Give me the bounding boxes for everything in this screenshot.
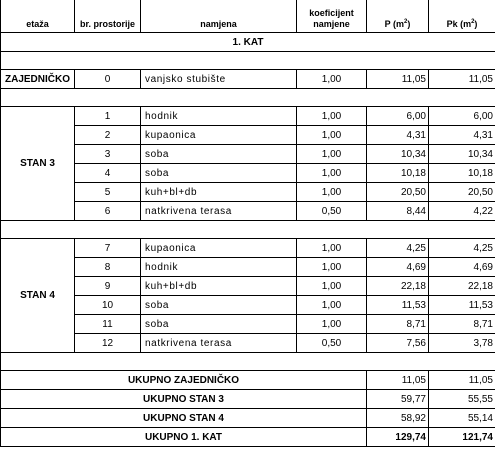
room-area-pk: 8,71 bbox=[429, 315, 495, 334]
room-area-p: 11,05 bbox=[367, 70, 429, 89]
room-purpose: hodnik bbox=[141, 107, 297, 126]
room-number: 2 bbox=[75, 126, 141, 145]
room-coefficient: 1,00 bbox=[297, 277, 367, 296]
room-purpose: natkrivena terasa bbox=[141, 334, 297, 353]
room-coefficient: 1,00 bbox=[297, 258, 367, 277]
spacer-row bbox=[1, 89, 495, 107]
room-number: 12 bbox=[75, 334, 141, 353]
room-area-pk: 4,25 bbox=[429, 239, 495, 258]
room-area-p: 10,18 bbox=[367, 164, 429, 183]
group-label-stan3: STAN 3 bbox=[1, 107, 75, 221]
header-row bbox=[1, 0, 495, 33]
total-row bbox=[1, 371, 495, 390]
header-etaza: etaža bbox=[1, 0, 75, 33]
stan4-body bbox=[1, 239, 495, 353]
table-row bbox=[1, 70, 495, 89]
total-row bbox=[1, 409, 495, 428]
room-purpose: vanjsko stubište bbox=[141, 70, 297, 89]
room-purpose: kupaonica bbox=[141, 239, 297, 258]
total-area-pk: 55,14 bbox=[429, 409, 495, 428]
table-row bbox=[1, 183, 495, 202]
room-purpose: soba bbox=[141, 145, 297, 164]
header-pk bbox=[429, 0, 495, 33]
room-area-pk: 6,00 bbox=[429, 107, 495, 126]
total-area-p: 129,74 bbox=[367, 428, 429, 447]
spacer-row bbox=[1, 52, 495, 70]
stan3-body bbox=[1, 107, 495, 221]
room-coefficient: 1,00 bbox=[297, 164, 367, 183]
table-row bbox=[1, 145, 495, 164]
total-label: UKUPNO ZAJEDNIČKO bbox=[1, 371, 367, 390]
totals-body bbox=[1, 371, 495, 447]
room-number: 7 bbox=[75, 239, 141, 258]
room-coefficient: 1,00 bbox=[297, 145, 367, 164]
room-number: 0 bbox=[75, 70, 141, 89]
room-area-p: 4,31 bbox=[367, 126, 429, 145]
header-p-exp: 2 bbox=[404, 19, 408, 25]
room-area-pk: 22,18 bbox=[429, 277, 495, 296]
room-coefficient: 0,50 bbox=[297, 202, 367, 221]
room-area-pk: 3,78 bbox=[429, 334, 495, 353]
room-area-p: 8,44 bbox=[367, 202, 429, 221]
total-area-pk: 121,74 bbox=[429, 428, 495, 447]
room-coefficient: 1,00 bbox=[297, 107, 367, 126]
room-area-p: 22,18 bbox=[367, 277, 429, 296]
total-area-pk: 11,05 bbox=[429, 371, 495, 390]
room-area-pk: 4,31 bbox=[429, 126, 495, 145]
room-area-pk: 4,69 bbox=[429, 258, 495, 277]
room-area-p: 4,69 bbox=[367, 258, 429, 277]
table-row bbox=[1, 277, 495, 296]
room-purpose: kuh+bl+db bbox=[141, 183, 297, 202]
room-number: 4 bbox=[75, 164, 141, 183]
room-purpose: soba bbox=[141, 164, 297, 183]
room-area-p: 7,56 bbox=[367, 334, 429, 353]
table-row bbox=[1, 239, 495, 258]
header-pk-label: Pk (m bbox=[446, 19, 472, 29]
room-number: 5 bbox=[75, 183, 141, 202]
table-row bbox=[1, 107, 495, 126]
room-purpose: soba bbox=[141, 315, 297, 334]
room-number: 1 bbox=[75, 107, 141, 126]
total-label: UKUPNO STAN 3 bbox=[1, 390, 367, 409]
room-purpose: natkrivena terasa bbox=[141, 202, 297, 221]
header-p-label: P (m bbox=[384, 19, 404, 29]
floor-title-row bbox=[1, 33, 495, 52]
floor-title: 1. KAT bbox=[1, 33, 495, 52]
room-coefficient: 1,00 bbox=[297, 315, 367, 334]
room-area-p: 6,00 bbox=[367, 107, 429, 126]
table-row bbox=[1, 126, 495, 145]
room-area-pk: 4,22 bbox=[429, 202, 495, 221]
spacer-row bbox=[1, 221, 495, 239]
total-label: UKUPNO STAN 4 bbox=[1, 409, 367, 428]
spacer-row bbox=[1, 353, 495, 371]
total-area-p: 11,05 bbox=[367, 371, 429, 390]
room-area-p: 11,53 bbox=[367, 296, 429, 315]
room-area-p: 8,71 bbox=[367, 315, 429, 334]
group-label-stan4: STAN 4 bbox=[1, 239, 75, 353]
room-coefficient: 1,00 bbox=[297, 239, 367, 258]
total-row bbox=[1, 390, 495, 409]
total-area-p: 58,92 bbox=[367, 409, 429, 428]
table-row bbox=[1, 296, 495, 315]
room-coefficient: 1,00 bbox=[297, 126, 367, 145]
header-pk-close: ) bbox=[474, 19, 478, 29]
room-area-pk: 10,34 bbox=[429, 145, 495, 164]
room-purpose: kuh+bl+db bbox=[141, 277, 297, 296]
room-number: 11 bbox=[75, 315, 141, 334]
room-area-p: 20,50 bbox=[367, 183, 429, 202]
table-row bbox=[1, 202, 495, 221]
room-area-pk: 11,53 bbox=[429, 296, 495, 315]
room-number: 10 bbox=[75, 296, 141, 315]
room-coefficient: 1,00 bbox=[297, 183, 367, 202]
header-p bbox=[367, 0, 429, 33]
room-coefficient: 0,50 bbox=[297, 334, 367, 353]
room-purpose: soba bbox=[141, 296, 297, 315]
room-purpose: kupaonica bbox=[141, 126, 297, 145]
total-area-p: 59,77 bbox=[367, 390, 429, 409]
header-pk-exp: 2 bbox=[471, 19, 475, 25]
total-label: UKUPNO 1. KAT bbox=[1, 428, 367, 447]
room-coefficient: 1,00 bbox=[297, 296, 367, 315]
total-area-pk: 55,55 bbox=[429, 390, 495, 409]
table-row bbox=[1, 164, 495, 183]
room-area-pk: 11,05 bbox=[429, 70, 495, 89]
room-coefficient: 1,00 bbox=[297, 70, 367, 89]
header-br-prostorije: br. prostorije bbox=[75, 0, 141, 33]
table-row bbox=[1, 258, 495, 277]
room-number: 6 bbox=[75, 202, 141, 221]
header-p-close: ) bbox=[407, 19, 411, 29]
room-number: 9 bbox=[75, 277, 141, 296]
room-area-pk: 20,50 bbox=[429, 183, 495, 202]
room-number: 8 bbox=[75, 258, 141, 277]
header-koeficijent: koeficijent namjene bbox=[297, 0, 367, 33]
room-area-p: 4,25 bbox=[367, 239, 429, 258]
room-purpose: hodnik bbox=[141, 258, 297, 277]
table-row bbox=[1, 315, 495, 334]
room-area-pk: 10,18 bbox=[429, 164, 495, 183]
total-row bbox=[1, 428, 495, 447]
header-namjena: namjena bbox=[141, 0, 297, 33]
room-area-p: 10,34 bbox=[367, 145, 429, 164]
group-label-zajednicko: ZAJEDNIČKO bbox=[1, 70, 75, 89]
table-row bbox=[1, 334, 495, 353]
room-number: 3 bbox=[75, 145, 141, 164]
